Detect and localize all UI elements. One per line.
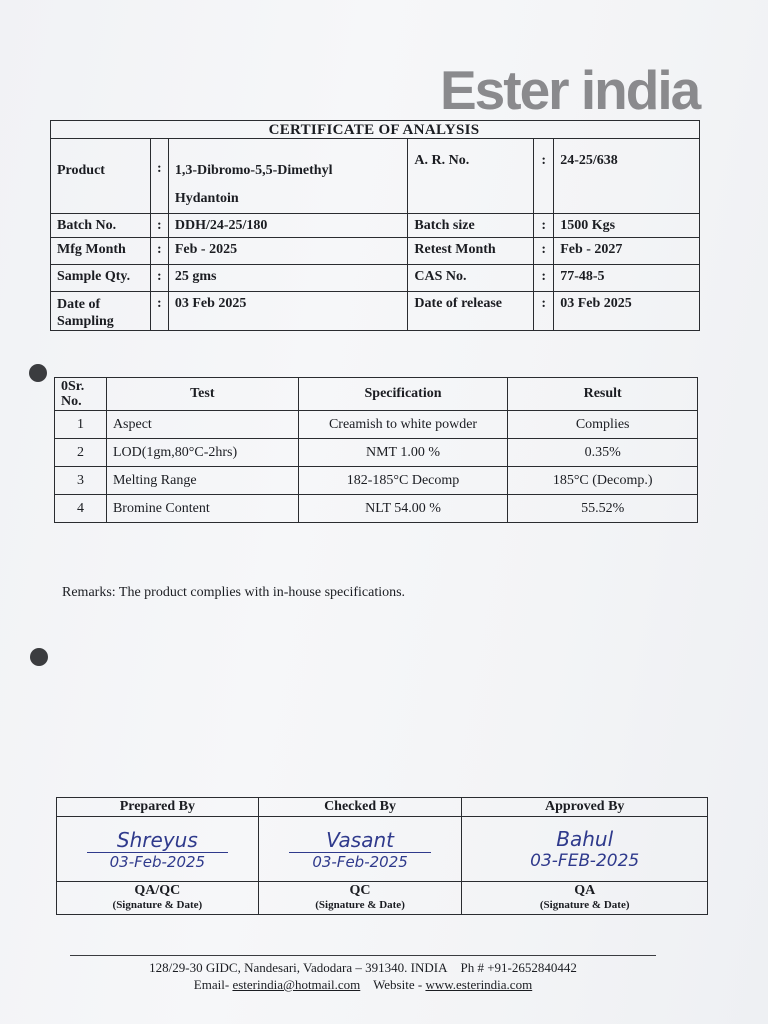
batch-no-value: DDH/24-25/180 [168, 214, 408, 238]
mfg-month-value: Feb - 2025 [168, 238, 408, 265]
checked-date: 03-Feb-2025 [289, 852, 432, 871]
punch-hole-bottom [30, 648, 48, 666]
test-header: Test [106, 378, 298, 411]
spec-cell: NMT 1.00 % [298, 439, 508, 467]
colon: : [150, 265, 168, 292]
product-value: 1,3-Dibromo-5,5-Dimethyl Hydantoin [168, 139, 408, 214]
sample-qty-value: 25 gms [168, 265, 408, 292]
colon: : [534, 292, 554, 331]
colon: : [534, 238, 554, 265]
approved-date: 03-FEB-2025 [530, 851, 640, 871]
table-row [55, 411, 698, 439]
spec-cell: 182-185°C Decomp [298, 467, 508, 495]
mfg-month-label: Mfg Month [51, 238, 151, 265]
batch-size-label: Batch size [408, 214, 534, 238]
signature-date-label: (Signature & Date) [539, 899, 630, 911]
ar-no-value: 24-25/638 [554, 139, 700, 214]
signature-date-label: (Signature & Date) [112, 899, 203, 911]
website-label: Website - [373, 977, 423, 992]
sr-cell: 1 [55, 411, 107, 439]
product-label: Product [51, 139, 151, 214]
colon: : [534, 265, 554, 292]
signature-role-row [57, 882, 708, 915]
spec-cell: Creamish to white powder [298, 411, 508, 439]
signature-header-row [57, 798, 708, 817]
sample-qty-label: Sample Qty. [51, 265, 151, 292]
prepared-date: 03-Feb-2025 [87, 852, 228, 871]
retest-month-label: Retest Month [408, 238, 534, 265]
approved-signature-cell [462, 817, 708, 882]
spec-header: Specification [298, 378, 508, 411]
company-logo: Ester india [440, 59, 700, 121]
date-release-label: Date of release [408, 292, 534, 331]
checked-signature: Vasant [326, 827, 394, 852]
colon: : [150, 139, 168, 214]
cas-no-label: CAS No. [408, 265, 534, 292]
footer-divider [70, 955, 656, 956]
date-sampling-value: 03 Feb 2025 [168, 292, 408, 331]
approved-signature: Bahul [556, 827, 614, 851]
sr-cell: 2 [55, 439, 107, 467]
checked-role: QC [349, 883, 371, 898]
punch-hole-top [29, 364, 47, 382]
footer-address [70, 959, 656, 993]
spec-cell: NLT 54.00 % [298, 495, 508, 523]
results-table [54, 377, 698, 523]
email-link[interactable]: esterindia@hotmail.com [232, 977, 361, 992]
info-row-mfg [51, 238, 700, 265]
test-cell: Melting Range [106, 467, 298, 495]
colon: : [150, 238, 168, 265]
date-sampling-label: Date of Sampling [51, 292, 151, 331]
batch-size-value: 1500 Kgs [554, 214, 700, 238]
sr-no-header: 0Sr. No. [55, 378, 107, 411]
batch-no-label: Batch No. [51, 214, 151, 238]
test-cell: Aspect [106, 411, 298, 439]
approved-role: QA [574, 883, 596, 898]
colon: : [150, 292, 168, 331]
info-row-dates [51, 292, 700, 331]
sr-cell: 3 [55, 467, 107, 495]
table-row [55, 495, 698, 523]
date-release-value: 03 Feb 2025 [554, 292, 700, 331]
colon: : [534, 139, 554, 214]
prepared-signature-cell [57, 817, 259, 882]
checked-role-cell [258, 882, 462, 915]
test-cell: Bromine Content [106, 495, 298, 523]
product-info-table [50, 138, 700, 331]
approved-by-label: Approved By [462, 798, 708, 817]
test-cell: LOD(1gm,80°C-2hrs) [106, 439, 298, 467]
prepared-role: QA/QC [134, 883, 181, 898]
prepared-by-label: Prepared By [57, 798, 259, 817]
colon: : [534, 214, 554, 238]
results-header-row [55, 378, 698, 411]
checked-by-label: Checked By [258, 798, 462, 817]
result-cell: 0.35% [508, 439, 698, 467]
result-cell: Complies [508, 411, 698, 439]
phone-text: Ph # +91-2652840442 [460, 960, 577, 975]
result-cell: 185°C (Decomp.) [508, 467, 698, 495]
ar-no-label: A. R. No. [408, 139, 534, 214]
prepared-signature: Shreyus [116, 827, 198, 852]
info-row-batch [51, 214, 700, 238]
address-text: 128/29-30 GIDC, Nandesari, Vadodara – 391340. INDIA [149, 960, 448, 975]
info-row-product [51, 139, 700, 214]
certificate-title: CERTIFICATE OF ANALYSIS [268, 122, 480, 138]
approved-role-cell [462, 882, 708, 915]
remarks-text: Remarks: The product complies with in-house specifications. [62, 585, 406, 600]
table-row [55, 439, 698, 467]
result-header: Result [508, 378, 698, 411]
website-link[interactable]: www.esterindia.com [425, 977, 533, 992]
table-row [55, 467, 698, 495]
signature-date-label: (Signature & Date) [315, 899, 405, 911]
signature-table [56, 797, 708, 915]
retest-month-value: Feb - 2027 [554, 238, 700, 265]
checked-signature-cell [258, 817, 462, 882]
prepared-role-cell [57, 882, 259, 915]
sr-cell: 4 [55, 495, 107, 523]
result-cell: 55.52% [508, 495, 698, 523]
cas-no-value: 77-48-5 [554, 265, 700, 292]
email-label: Email- [193, 977, 230, 992]
colon: : [150, 214, 168, 238]
info-row-sample [51, 265, 700, 292]
signature-row [57, 817, 708, 882]
